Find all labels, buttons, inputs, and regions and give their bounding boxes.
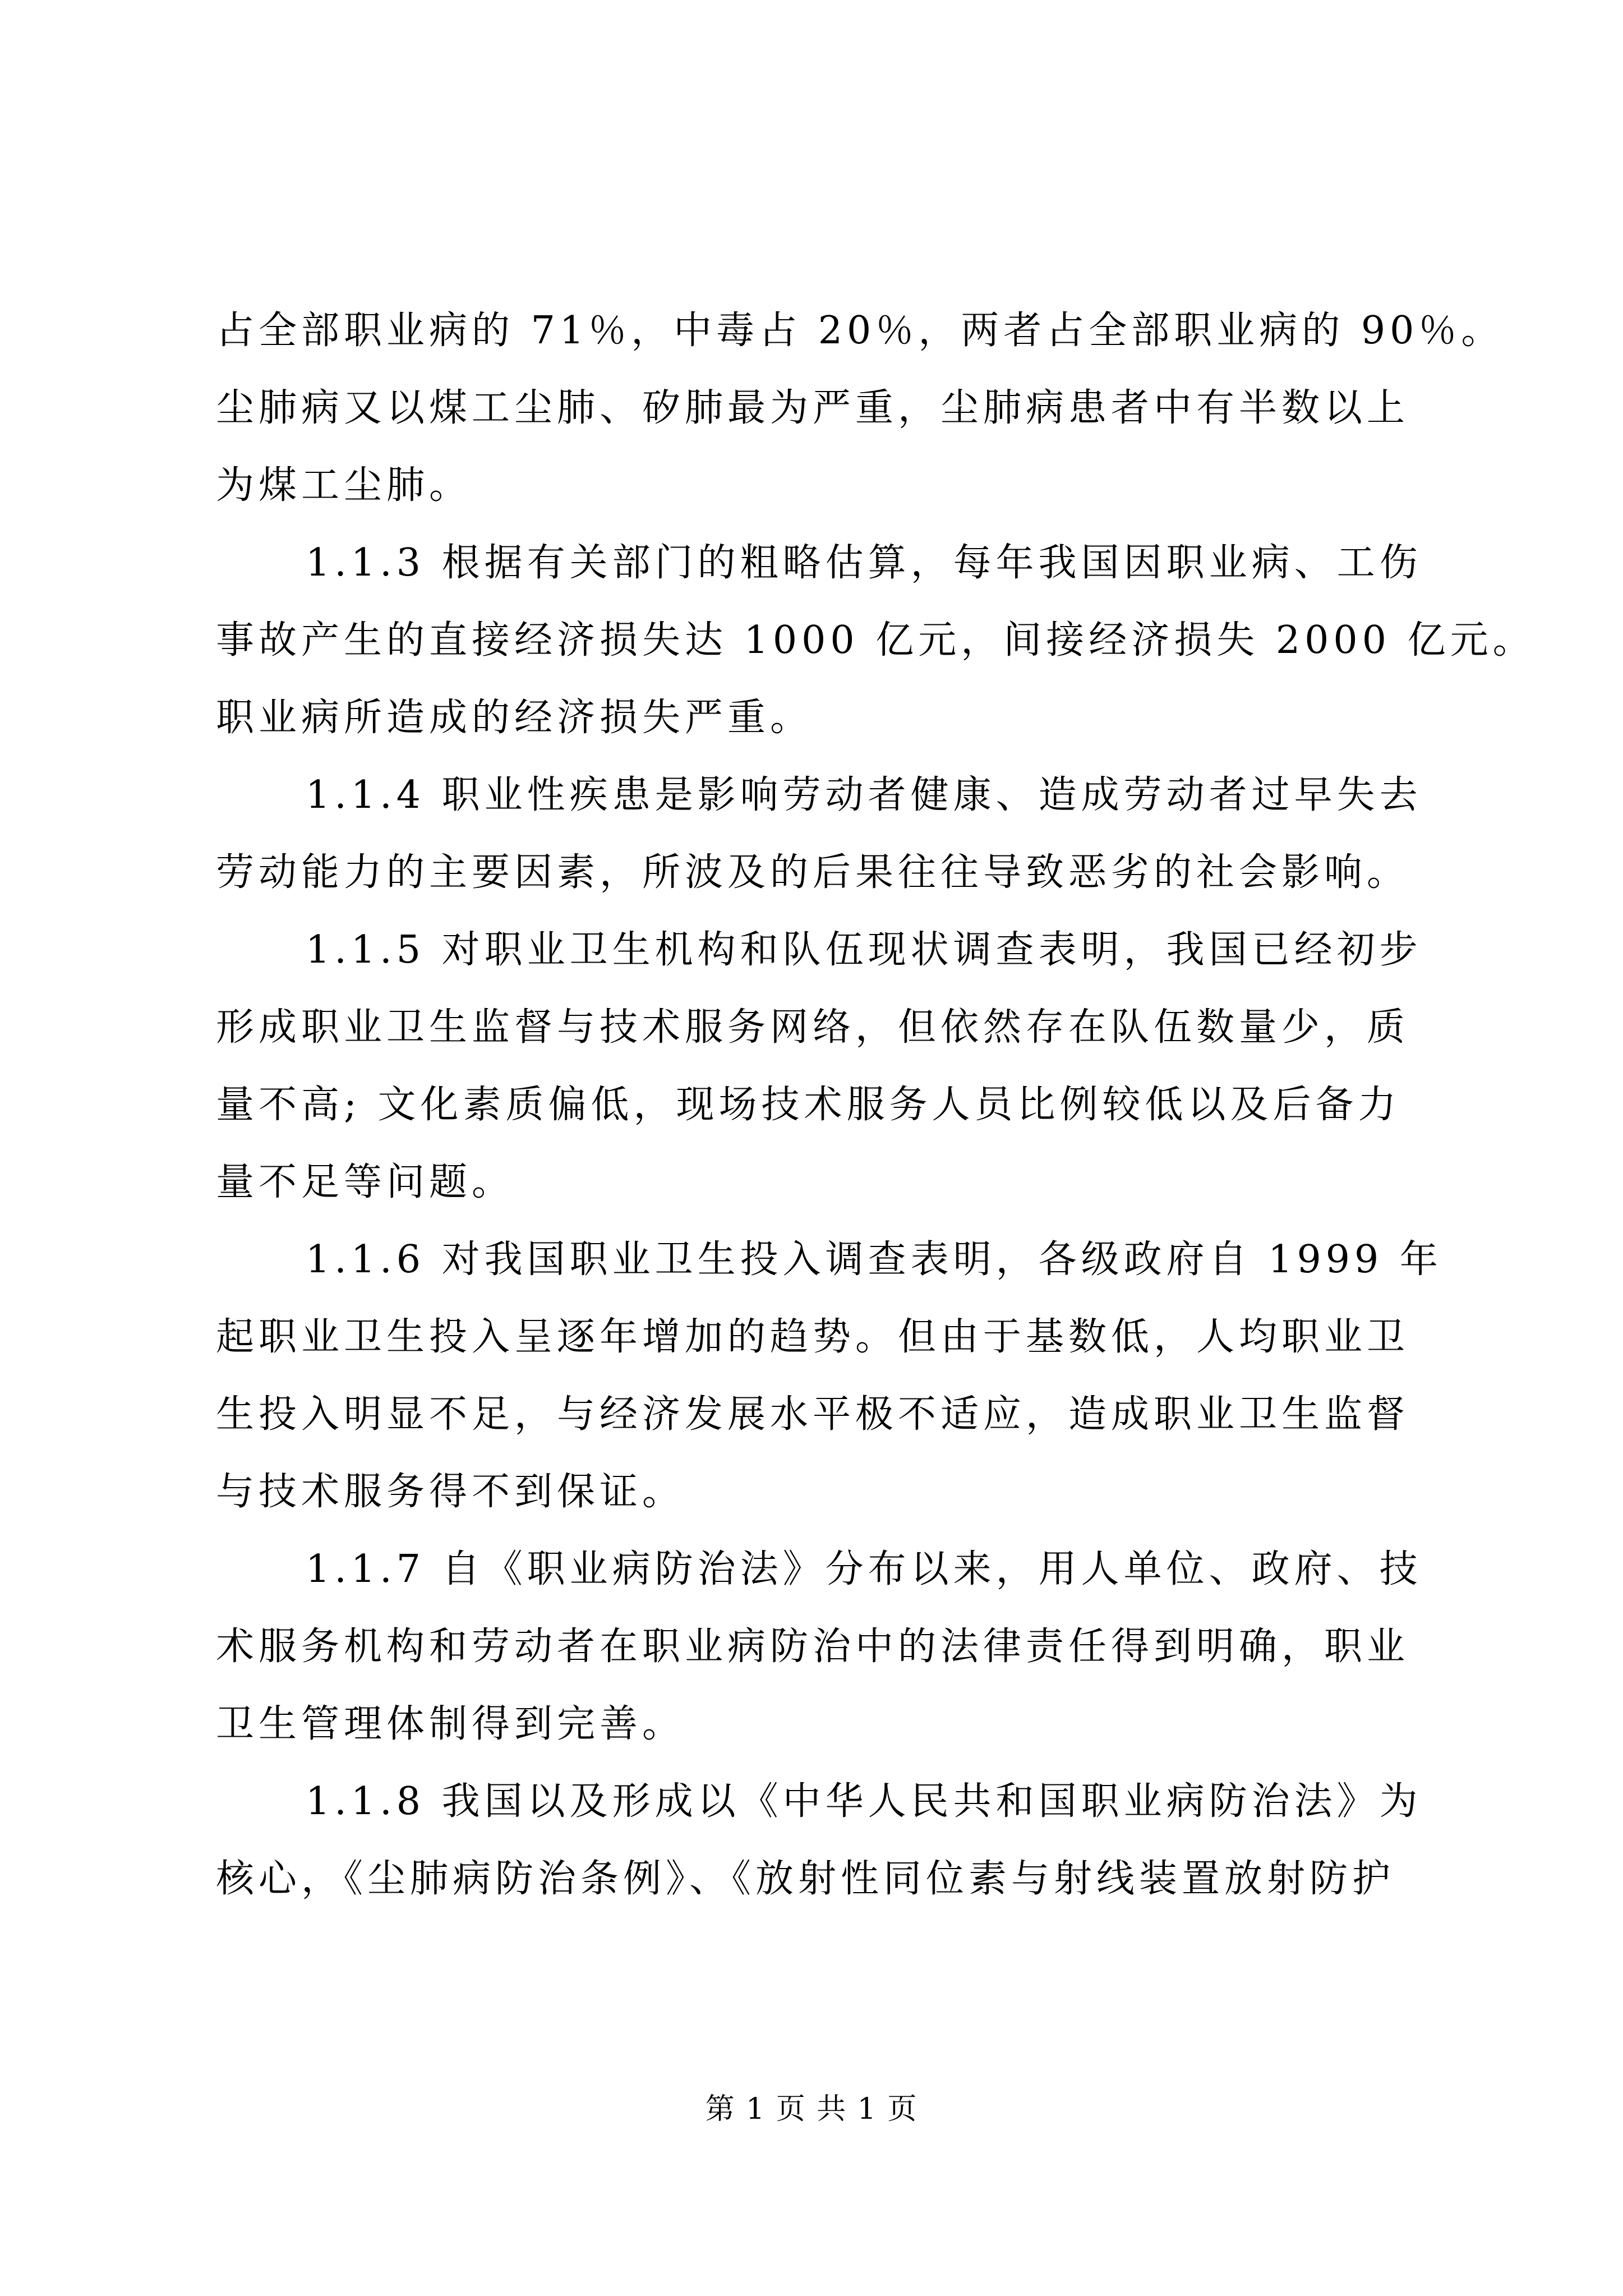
text-line: 1.1.8 我国以及形成以《中华人民共和国职业病防治法》为 xyxy=(306,1779,1422,1824)
text-line: 职业病所造成的经济损失严重。 xyxy=(216,696,813,740)
text-line: 核心，《尘肺病防治条例》、《放射性同位素与射线装置放射防护 xyxy=(216,1857,1395,1901)
text-line: 量不高; 文化素质偏低，现场技术服务人员比例较低以及后备力 xyxy=(216,1083,1401,1127)
text-line: 1.1.3 根据有关部门的粗略估算，每年我国因职业病、工伤 xyxy=(306,541,1422,585)
text-line: 占全部职业病的 71％，中毒占 20％，两者占全部职业病的 90％。 xyxy=(216,309,1504,353)
page-footer: 第 1 页 共 1 页 xyxy=(705,2092,918,2126)
text-line: 为煤工尘肺。 xyxy=(216,463,472,508)
text-line: 1.1.5 对职业卫生机构和队伍现状调查表明，我国已经初步 xyxy=(306,928,1422,972)
text-line: 术服务机构和劳动者在职业病防治中的法律责任得到明确，职业 xyxy=(216,1625,1410,1669)
text-line: 量不足等问题。 xyxy=(216,1160,515,1204)
text-line: 生投入明显不足，与经济发展水平极不适应，造成职业卫生监督 xyxy=(216,1392,1410,1437)
text-line: 事故产生的直接经济损失达 1000 亿元，间接经济损失 2000 亿元。 xyxy=(216,618,1536,662)
text-line: 形成职业卫生监督与技术服务网络，但依然存在队伍数量少，质 xyxy=(216,1005,1410,1050)
text-line: 尘肺病又以煤工尘肺、矽肺最为严重，尘肺病患者中有半数以上 xyxy=(216,386,1410,430)
text-line: 卫生管理体制得到完善。 xyxy=(216,1702,685,1746)
text-line: 1.1.7 自《职业病防治法》分布以来，用人单位、政府、技 xyxy=(306,1547,1422,1591)
text-line: 1.1.6 对我国职业卫生投入调查表明，各级政府自 1999 年 xyxy=(306,1237,1442,1282)
text-line: 1.1.4 职业性疾患是影响劳动者健康、造成劳动者过早失去 xyxy=(306,773,1422,817)
text-line: 劳动能力的主要因素，所波及的后果往往导致恶劣的社会影响。 xyxy=(216,850,1410,895)
text-line: 起职业卫生投入呈逐年增加的趋势。但由于基数低，人均职业卫 xyxy=(216,1315,1410,1359)
text-line: 与技术服务得不到保证。 xyxy=(216,1470,685,1514)
